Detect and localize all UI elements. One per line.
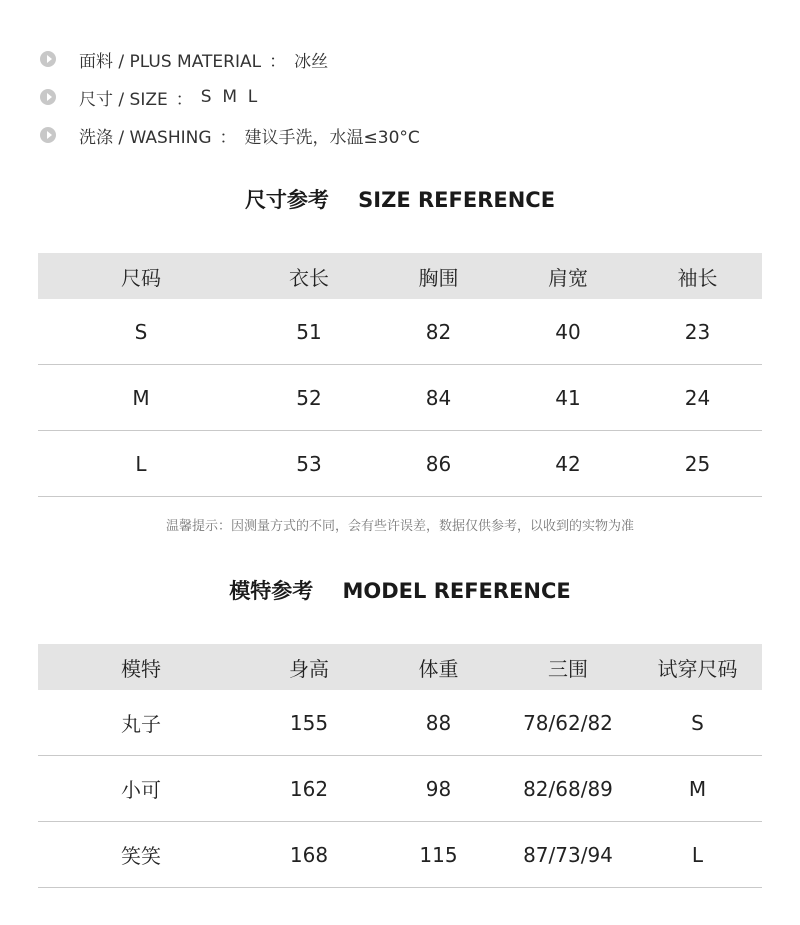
table-row: [38, 822, 762, 888]
table-cell: 小可: [121, 778, 161, 802]
header-cell: 试穿尺码: [657, 656, 738, 681]
table-cell: 25: [684, 451, 711, 476]
table-cell: 40: [555, 319, 581, 344]
info-value: S M L: [200, 87, 258, 107]
model-reference-table: [38, 644, 762, 888]
info-label: 尺寸 / SIZE: [79, 89, 168, 110]
info-row-size: [40, 78, 760, 116]
size-reference-title: 尺寸参考 SIZE REFERENCE: [244, 188, 556, 212]
table-header-row: [38, 253, 762, 299]
table-row: [38, 690, 762, 756]
table-cell: 42: [555, 451, 581, 476]
table-cell: 41: [555, 385, 581, 410]
table-cell: 82: [425, 319, 452, 344]
header-cell: 身高: [289, 656, 329, 681]
model-reference-title: 模特参考 MODEL REFERENCE: [229, 579, 571, 603]
bullet-arrow-icon: [40, 89, 56, 105]
table-cell: 52: [296, 385, 322, 410]
header-cell: 模特: [121, 656, 161, 681]
table-cell: 53: [296, 451, 322, 476]
table-cell: 23: [684, 319, 711, 344]
table-cell: 87/73/94: [523, 842, 613, 867]
info-value: 建议手洗，水温≤30°C: [244, 127, 420, 148]
header-cell: 三围: [548, 656, 588, 681]
table-row: [38, 756, 762, 822]
header-cell: 体重: [418, 656, 459, 681]
product-info-list: [40, 40, 760, 154]
header-cell: 尺码: [121, 265, 161, 290]
table-cell: 丸子: [121, 712, 161, 736]
measurement-note: 温馨提示：因测量方式的不同，会有些许误差，数据仅供参考，以收到的实物为准: [165, 519, 634, 534]
table-cell: 155: [289, 710, 329, 735]
table-row: [38, 431, 762, 497]
table-cell: 24: [684, 385, 711, 410]
table-cell: M: [688, 776, 707, 801]
info-separator: ：: [269, 51, 287, 72]
header-cell: 肩宽: [548, 265, 588, 290]
table-row: [38, 299, 762, 365]
table-cell: 98: [425, 776, 452, 801]
header-cell: 胸围: [418, 265, 459, 290]
table-cell: 86: [425, 451, 452, 476]
size-reference-table: [38, 253, 762, 497]
bullet-arrow-icon: [40, 127, 56, 143]
table-cell: 115: [419, 842, 458, 867]
bullet-arrow-icon: [40, 51, 56, 67]
table-cell: L: [135, 451, 147, 476]
header-cell: 袖长: [677, 265, 718, 290]
info-separator: ：: [219, 127, 237, 148]
table-cell: S: [134, 319, 148, 344]
table-cell: 82/68/89: [523, 776, 613, 801]
table-cell: M: [132, 385, 150, 410]
info-row-washing: [40, 116, 760, 154]
header-cell: 衣长: [289, 265, 329, 290]
table-cell: 笑笑: [121, 844, 161, 868]
table-header-row: [38, 644, 762, 690]
table-cell: 162: [289, 776, 329, 801]
table-cell: 78/62/82: [523, 710, 613, 735]
info-separator: ：: [175, 89, 193, 110]
info-row-material: [40, 40, 760, 78]
table-row: [38, 365, 762, 431]
table-cell: 84: [425, 385, 452, 410]
info-value: 冰丝: [294, 51, 329, 72]
info-label: 面料 / PLUS MATERIAL: [79, 51, 262, 72]
table-cell: L: [691, 842, 704, 867]
table-cell: 168: [289, 842, 329, 867]
table-cell: S: [691, 710, 704, 735]
info-label: 洗涤 / WASHING: [79, 127, 212, 148]
table-cell: 88: [425, 710, 452, 735]
table-cell: 51: [296, 319, 322, 344]
